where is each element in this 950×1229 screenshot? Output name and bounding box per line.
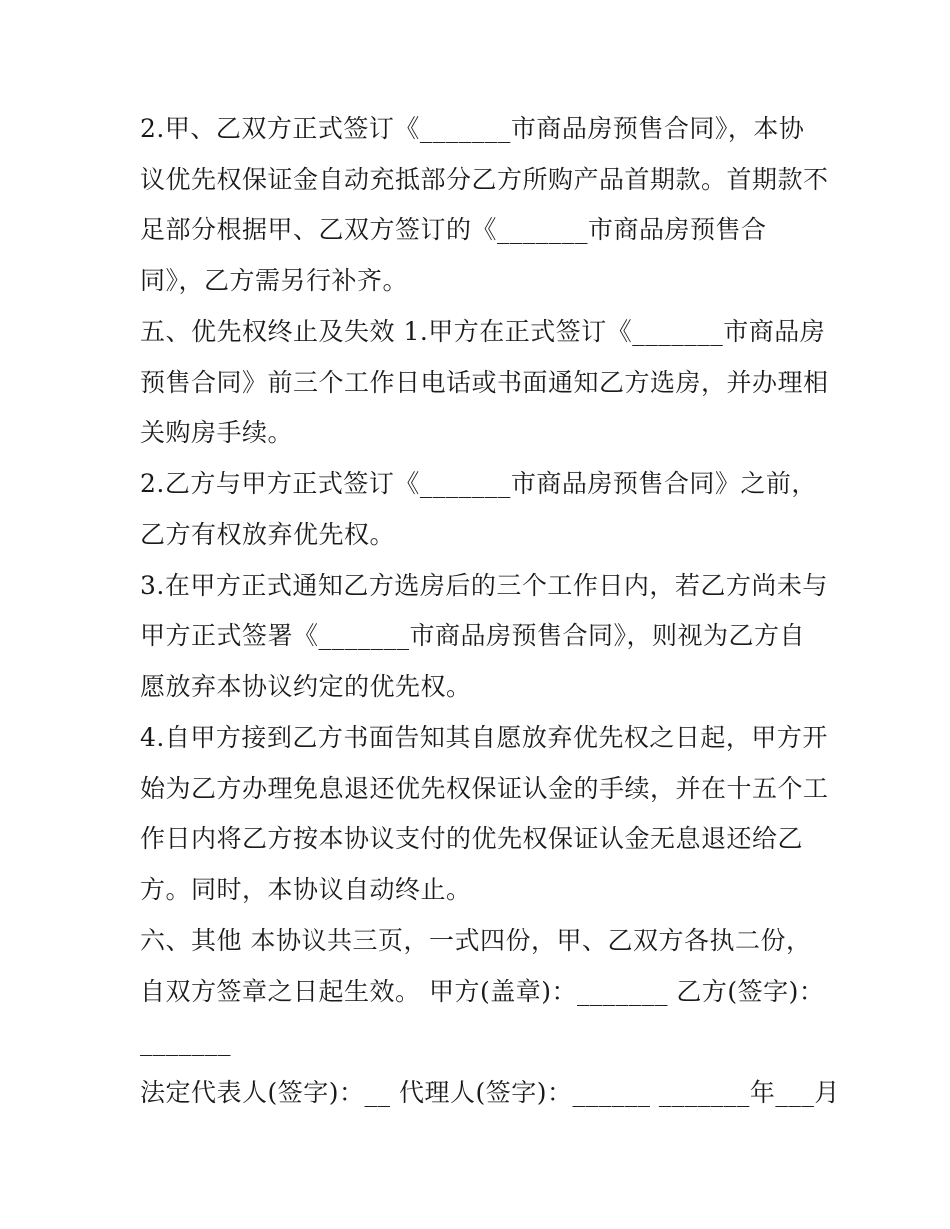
text-line: 2.甲、乙双方正式签订《_______市商品房预售合同》，本协 xyxy=(140,114,805,143)
text-line: 足部分根据甲、乙双方签订的《_______市商品房预售合 xyxy=(140,215,767,244)
text-line: 愿放弃本协议约定的优先权。 xyxy=(140,672,472,701)
section-heading-line: 五、优先权终止及失效 1.甲方在正式签订《_______市商品房 xyxy=(140,317,826,346)
signature-line: 自双方签章之日起生效。 甲方(盖章)：_______ 乙方(签字)： xyxy=(140,977,825,1006)
text-line: 同》，乙方需另行补齐。 xyxy=(140,266,409,295)
text-line: 关购房手续。 xyxy=(140,418,294,447)
signature-line: 法定代表人(签字)：__ 代理人(签字)：______ _______年___月 xyxy=(140,1078,840,1107)
signature-blank: _______ xyxy=(140,1027,231,1056)
text-line: 预售合同》前三个工作日电话或书面通知乙方选房，并办理相 xyxy=(140,368,829,397)
text-line: 方。同时，本协议自动终止。 xyxy=(140,875,472,904)
text-line: 议优先权保证金自动充抵部分乙方所购产品首期款。首期款不 xyxy=(140,165,829,194)
text-line: 甲方正式签署《_______市商品房预售合同》，则视为乙方自 xyxy=(140,621,806,650)
section-heading-line: 六、其他 本协议共三页，一式四份，甲、乙双方各执二份， xyxy=(140,926,812,955)
text-line: 2.乙方与甲方正式签订《_______市商品房预售合同》之前， xyxy=(140,469,817,498)
text-line: 乙方有权放弃优先权。 xyxy=(140,520,396,549)
text-line: 作日内将乙方按本协议支付的优先权保证认金无息退还给乙 xyxy=(140,824,804,853)
text-line: 始为乙方办理免息退还优先权保证认金的手续，并在十五个工 xyxy=(140,774,829,803)
text-line: 3.在甲方正式通知乙方选房后的三个工作日内，若乙方尚未与 xyxy=(140,571,828,600)
text-line: 4.自甲方接到乙方书面告知其自愿放弃优先权之日起，甲方开 xyxy=(140,723,828,752)
